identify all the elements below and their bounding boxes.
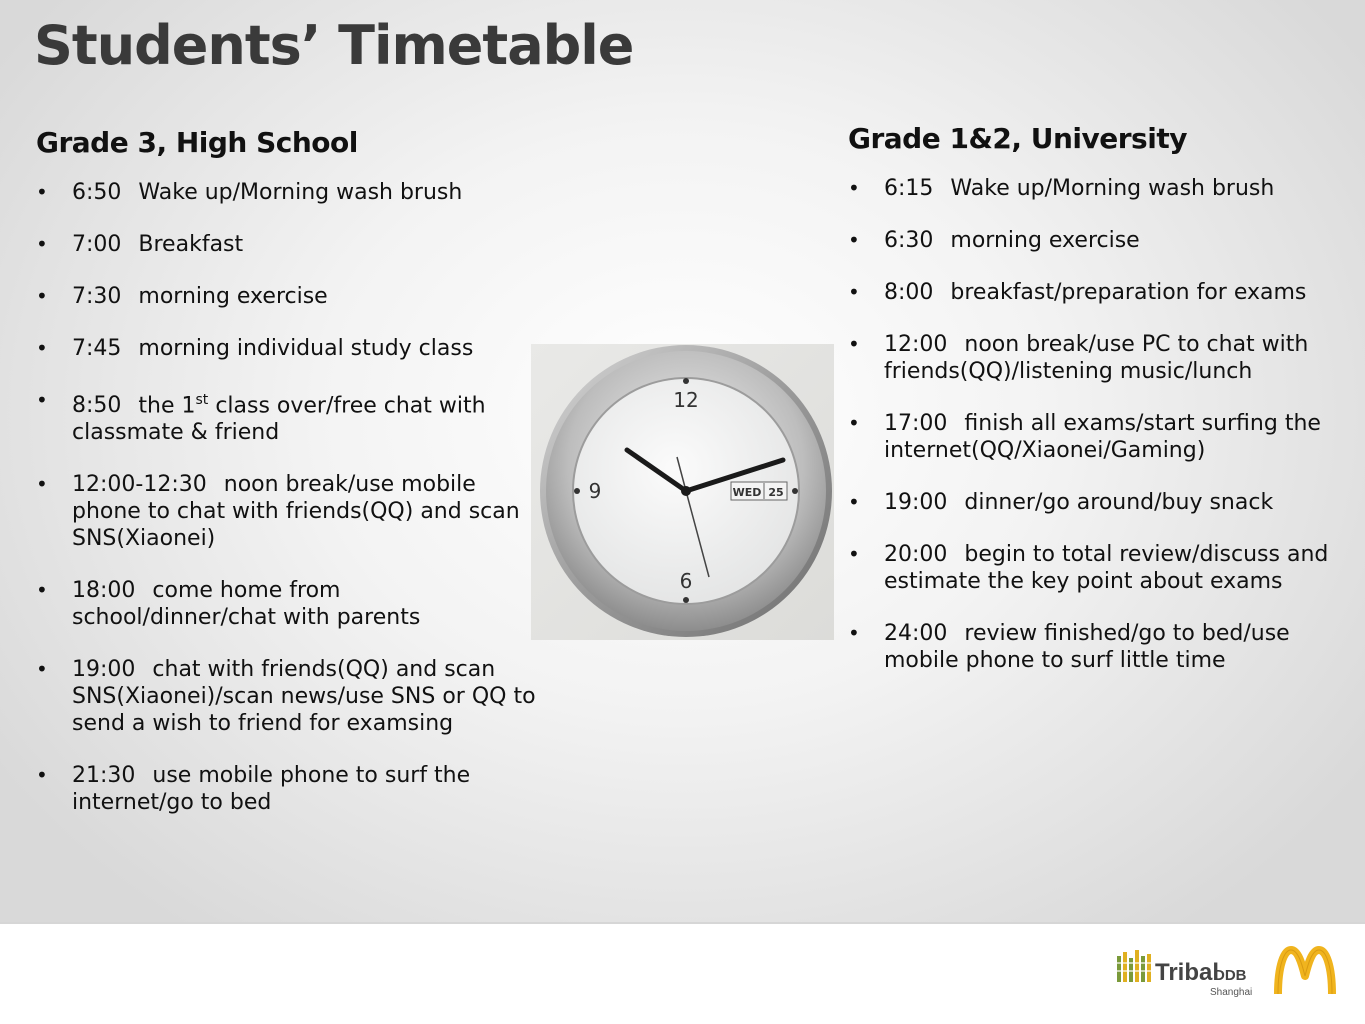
- clock-icon: [531, 344, 834, 640]
- item-time: 18:00: [72, 578, 136, 604]
- item-text: noon break/use mobile phone to chat with friends(QQ) and scan SNS(Xiaonei): [72, 472, 520, 552]
- item-time: 7:00: [72, 232, 122, 257]
- list-item: [36, 335, 536, 362]
- clock-date-num: 25: [768, 486, 784, 499]
- item-time: 7:30: [72, 284, 122, 309]
- left-list: [36, 179, 536, 816]
- clock-numeral-6: 6: [679, 569, 693, 593]
- list-item: [36, 231, 536, 258]
- list-item: [36, 283, 536, 310]
- left-column: [36, 126, 536, 841]
- item-time: 8:00: [884, 280, 934, 305]
- right-column: [848, 122, 1353, 699]
- item-time: 8:50: [72, 393, 122, 419]
- item-text: Breakfast: [138, 232, 244, 257]
- item-time: 12:00: [884, 332, 948, 357]
- tribal-ddb-logo-icon: [1115, 948, 1260, 1000]
- list-item: [36, 577, 536, 631]
- list-item: [36, 762, 536, 816]
- item-time: 21:30: [72, 763, 136, 789]
- clock-date-day: WED: [732, 486, 762, 499]
- list-item: [848, 279, 1353, 306]
- left-heading: Grade 3, High School: [36, 126, 358, 159]
- item-sup: st: [195, 392, 209, 408]
- item-text: chat with friends(QQ) and scan SNS(Xiaonei)/scan news/use SNS or QQ to send a wish to friend for examsing: [72, 657, 536, 737]
- list-item: [36, 387, 536, 446]
- list-item: [848, 541, 1353, 595]
- list-item: [36, 179, 536, 206]
- item-text: finish all exams/start surfing the internet(QQ/Xiaonei/Gaming): [884, 411, 1321, 463]
- item-text: begin to total review/discuss and estimate the key point about exams: [884, 542, 1329, 594]
- item-time: 6:15: [884, 176, 934, 201]
- item-time: 6:50: [72, 180, 122, 205]
- page-title: Students’ Timetable: [34, 14, 634, 77]
- item-text: morning exercise: [138, 284, 328, 309]
- item-text: noon break/use PC to chat with friends(QQ)/listening music/lunch: [884, 332, 1309, 384]
- wall-clock-image: [531, 344, 834, 640]
- list-item: [848, 410, 1353, 464]
- item-text: breakfast/preparation for exams: [950, 280, 1307, 305]
- item-time: 24:00: [884, 621, 948, 646]
- item-text: class over/free chat with classmate & friend: [72, 393, 486, 446]
- item-text: Wake up/Morning wash brush: [138, 180, 463, 205]
- list-item: [848, 331, 1353, 385]
- tribal-ddb-logo: [1115, 948, 1260, 1004]
- item-text-prefix: the 1: [138, 393, 196, 419]
- right-heading: Grade 1&2, University: [848, 122, 1187, 155]
- agency-name: Tribal: [1155, 959, 1220, 986]
- mcdonalds-arches-icon: [1274, 946, 1336, 998]
- item-text: come home from school/dinner/chat with parents: [72, 578, 421, 631]
- list-item: [36, 471, 536, 552]
- item-time: 12:00-12:30: [72, 472, 207, 498]
- item-text: use mobile phone to surf the internet/go to bed: [72, 763, 471, 816]
- list-item: [36, 656, 536, 737]
- item-time: 19:00: [884, 490, 948, 515]
- item-time: 17:00: [884, 411, 948, 436]
- item-text: Wake up/Morning wash brush: [950, 176, 1275, 201]
- agency-city: Shanghai: [1210, 987, 1253, 998]
- list-item: [848, 175, 1353, 202]
- item-time: 20:00: [884, 542, 948, 567]
- item-time: 7:45: [72, 336, 122, 361]
- clock-numeral-9: 9: [588, 479, 602, 503]
- clock-numeral-12: 12: [673, 388, 699, 412]
- list-item: [848, 489, 1353, 516]
- item-time: 6:30: [884, 228, 934, 253]
- mcdonalds-logo: [1274, 946, 1336, 1002]
- item-time: 19:00: [72, 657, 136, 683]
- item-text: dinner/go around/buy snack: [964, 490, 1274, 515]
- agency-suffix: DDB: [1214, 967, 1247, 984]
- item-text: review finished/go to bed/use mobile phone to surf little time: [884, 621, 1290, 673]
- list-item: [848, 227, 1353, 254]
- right-list: [848, 175, 1353, 674]
- list-item: [848, 620, 1353, 674]
- item-text: morning exercise: [950, 228, 1140, 253]
- item-text: morning individual study class: [138, 336, 474, 361]
